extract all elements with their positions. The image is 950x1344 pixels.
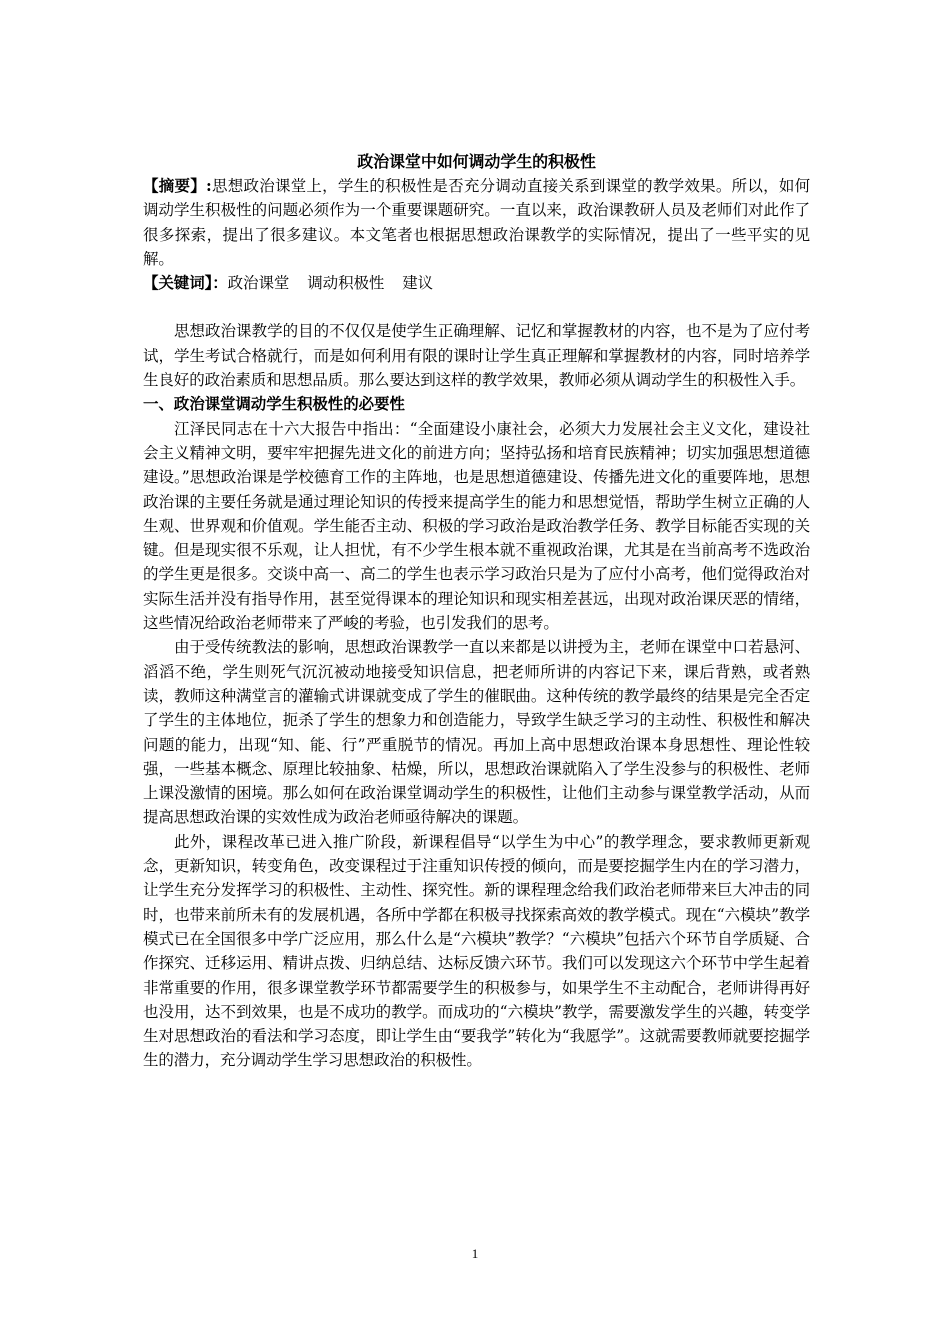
section-heading: 一、政治课堂调动学生积极性的必要性 [143, 394, 405, 414]
body-paragraph-1: 江泽民同志在十六大报告中指出：“全面建设小康社会，必须大力发展社会主义文化，建设社会主义精神文明，要牢牢把握先进文化的前进方向；坚持弘扬和培育民族精神；切实加强思想道德建设。”思想政治课是学校德育工作的主阵地，也是思想道德建设、传播先进文化的重要阵地，思想政治课的主要任务就是通过理论知识的传授来提高学生的能力和思想觉悟，帮助学生树立正确的人生观、世界观和价值观。学生能否主动、积极的学习政治是政治教学任务、教学目标能否实现的关键。但是现实很不乐观，让人担忧，有不少学生根本就不重视政治课，尤其是在当前高考不选政治的学生更是很多。交谈中高一、高二的学生也表示学习政治只是为了应付小高考，他们觉得政治对实际生活并没有指导作用，甚至觉得课本的理论知识和现实相差甚远，出现对政治课厌恶的情绪，这些情况给政治老师带来了严峻的考验，也引发我们的思考。 [143, 419, 810, 633]
keywords-label: 【关键词】： [143, 273, 228, 293]
blank-line [143, 295, 810, 319]
abstract [143, 174, 810, 271]
keyword-1: 政治课堂 [227, 274, 290, 293]
document-title: 政治课堂中如何调动学生的积极性 [357, 152, 596, 171]
keyword-2: 调动积极性 [307, 274, 385, 293]
keyword-3: 建议 [402, 274, 434, 293]
body-paragraph-2: 由于受传统教法的影响，思想政治课教学一直以来都是以讲授为主，老师在课堂中口若悬河、滔滔不绝，学生则死气沉沉被动地接受知识信息，把老师所讲的内容记下来，课后背熟，或者熟读，教师这种满堂言的灌输式讲课就变成了学生的催眠曲。这种传统的教学最终的结果是完全否定了学生的主体地位，扼杀了学生的想象力和创造能力，导致学生缺乏学习的主动性、积极性和解决问题的能力，出现“知、能、行”严重脱节的情况。再加上高中思想政治课本身思想性、理论性较强，一些基本概念、原理比较抽象、枯燥，所以，思想政治课就陷入了学生没参与的积极性、老师上课没激情的困境。那么如何在政治课堂调动学生的积极性，让他们主动参与课堂教学活动，从而提高思想政治课的实效性成为政治老师亟待解决的课题。 [143, 638, 810, 827]
body-paragraph-3: 此外，课程改革已进入推广阶段，新课程倡导“以学生为中心”的教学理念，要求教师更新观念，更新知识，转变角色，改变课程过于注重知识传授的倾向，而是要挖掘学生内在的学习潜力，让学生充分发挥学习的积极性、主动性、探究性。新的课程理念给我们政治老师带来巨大冲击的同时，也带来前所未有的发展机遇，各所中学都在积极寻找探索高效的教学模式。现在“六模块”教学模式已在全国很多中学广泛应用，那么什么是“六模块”教学？“六模块”包括六个环节自学质疑、合作探究、迁移运用、精讲点拨、归纳总结、达标反馈六环节。我们可以发现这六个环节中学生起着非常重要的作用，很多课堂教学环节都需要学生的积极参与，如果学生不主动配合，老师讲得再好也没用，达不到效果，也是不成功的教学。而成功的“六模块”教学，需要激发学生的兴趣，转变学生对思想政治的看法和学习态度，即让学生由“要我学”转化为“我愿学”。这就需要教师就要挖掘学生的潜力，充分调动学生学习思想政治的积极性。 [143, 832, 810, 1070]
abstract-text: 思想政治课堂上，学生的积极性是否充分调动直接关系到课堂的教学效果。所以，如何调动学生积极性的问题必须作为一个重要课题研究。一直以来，政治课教研人员及老师们对此作了很多探索，提出了很多建议。本文笔者也根据思想政治课教学的实际情况，提出了一些平实的见解。 [143, 177, 810, 268]
page-number: 1 [471, 1246, 479, 1261]
keywords [143, 271, 810, 295]
intro-paragraph: 思想政治课教学的目的不仅仅是使学生正确理解、记忆和掌握教材的内容，也不是为了应付考试，学生考试合格就行，而是如何利用有限的课时让学生真正理解和掌握教材的内容，同时培养学生良好的政治素质和思想品质。那么要达到这样的教学效果，教师必须从调动学生的积极性入手。 [143, 322, 810, 390]
document-page [143, 150, 810, 1073]
abstract-label: 【摘要】: [143, 176, 212, 195]
